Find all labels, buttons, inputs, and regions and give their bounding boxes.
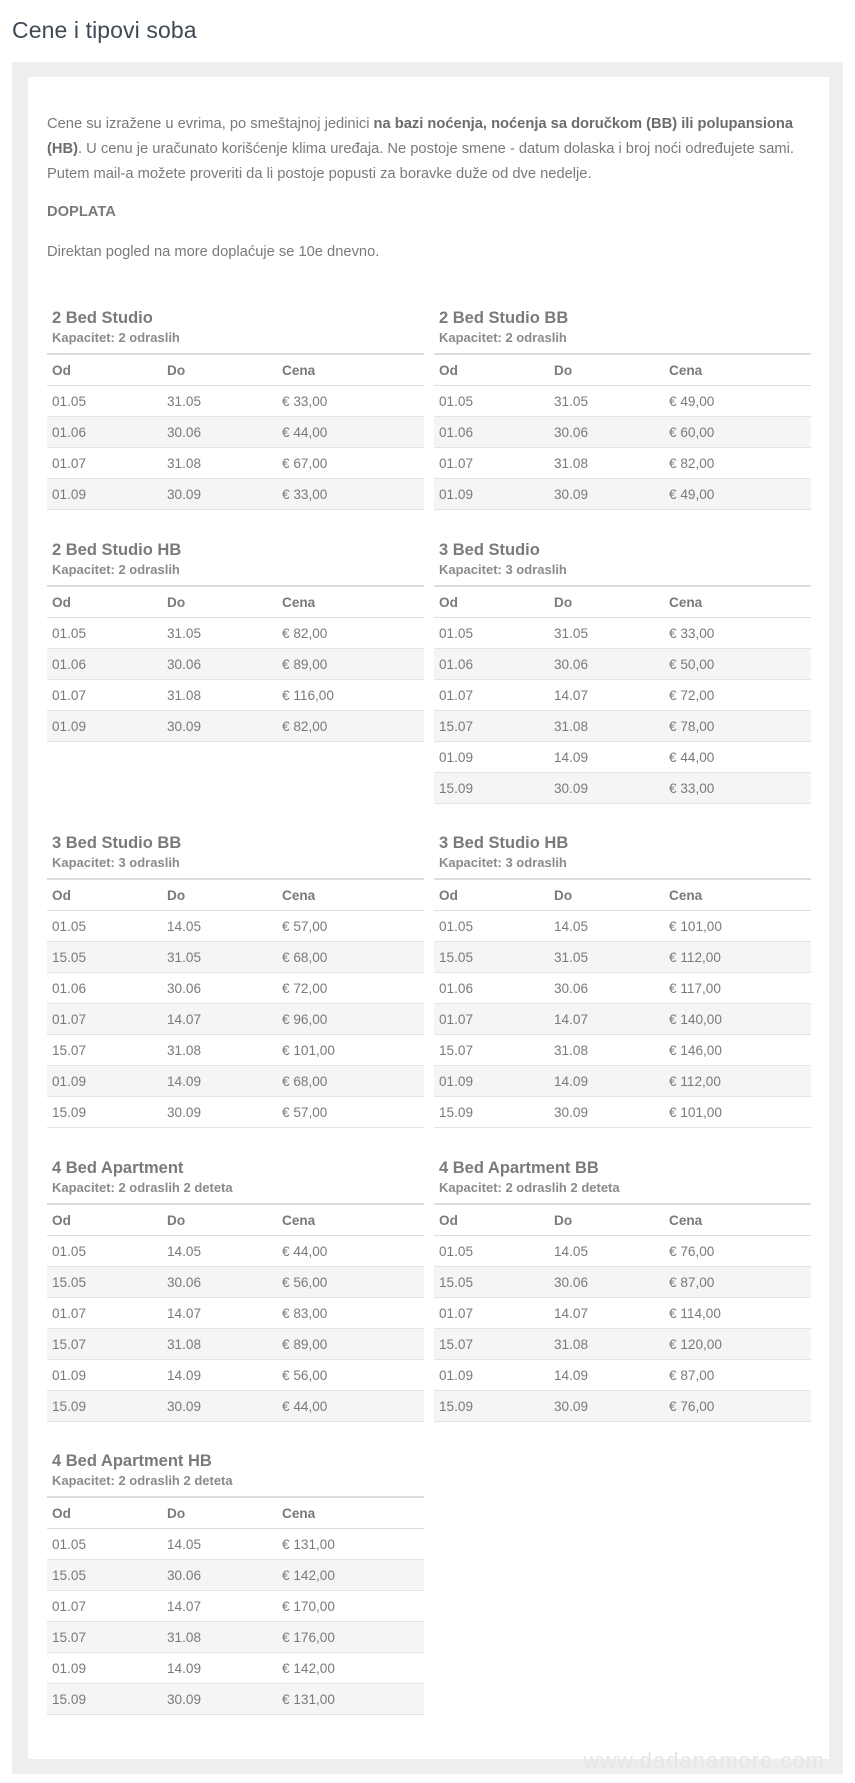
room-block [47,1450,424,1715]
room-block [434,832,811,1128]
table-row [434,1035,811,1066]
room-capacity: Kapacitet: 2 odraslih [52,562,180,577]
price-cell: € 120,00 [664,1329,811,1360]
date-cell: 30.06 [162,417,277,448]
price-cell: € 33,00 [664,618,811,649]
table-row [47,1329,424,1360]
price-cell: € 170,00 [277,1591,424,1622]
room-block [47,539,424,742]
date-cell: 01.07 [47,448,162,479]
price-table [47,585,424,742]
date-cell: 15.07 [47,1035,162,1066]
date-cell: 01.05 [47,386,162,417]
table-row [47,1591,424,1622]
table-row [434,773,811,804]
date-cell: 14.05 [162,1529,277,1560]
table-row [434,1391,811,1422]
price-cell: € 112,00 [664,942,811,973]
price-cell: € 142,00 [277,1653,424,1684]
table-row [434,1236,811,1267]
room-capacity: Kapacitet: 2 odraslih [52,330,180,345]
room-capacity: Kapacitet: 2 odraslih [439,330,567,345]
price-cell: € 44,00 [277,1236,424,1267]
date-cell: 01.05 [434,618,549,649]
table-header-row [47,586,424,618]
table-row [47,1622,424,1653]
intro-text-end: . U cenu je uračunato korišćenje klima uređaja. Ne postoje smene - datum dolaska i broj noći određujete sami. Putem mail-a možete proveriti da li postoje popusti za boravke duže od dve nedelje. [47,141,794,182]
column-header: Cena [277,879,424,911]
date-cell: 31.05 [549,618,664,649]
room-title: 2 Bed Studio BB [439,309,569,327]
column-header: Do [162,354,277,386]
date-cell: 30.09 [549,1097,664,1128]
table-row [47,1653,424,1684]
price-cell: € 44,00 [277,417,424,448]
table-row [47,1066,424,1097]
price-cell: € 33,00 [277,479,424,510]
date-cell: 01.09 [434,1066,549,1097]
date-cell: 31.08 [162,1035,277,1066]
table-row [434,1329,811,1360]
table-row [47,1236,424,1267]
price-cell: € 101,00 [664,911,811,942]
date-cell: 01.06 [47,973,162,1004]
date-cell: 15.07 [434,1035,549,1066]
column-header: Do [162,586,277,618]
price-cell: € 49,00 [664,386,811,417]
table-header-row [47,879,424,911]
date-cell: 01.05 [434,1236,549,1267]
date-cell: 01.07 [434,1004,549,1035]
table-header-row [47,354,424,386]
room-title: 3 Bed Studio HB [439,834,569,852]
table-row [47,973,424,1004]
column-header: Do [549,1204,664,1236]
table-row [47,1298,424,1329]
date-cell: 31.05 [549,386,664,417]
date-cell: 30.09 [549,479,664,510]
price-cell: € 76,00 [664,1391,811,1422]
date-cell: 01.09 [434,742,549,773]
date-cell: 30.06 [162,1560,277,1591]
room-capacity: Kapacitet: 3 odraslih [439,562,567,577]
table-row [47,386,424,417]
price-cell: € 89,00 [277,1329,424,1360]
date-cell: 14.07 [549,1298,664,1329]
column-header: Cena [277,1204,424,1236]
date-cell: 14.05 [549,1236,664,1267]
table-row [434,618,811,649]
column-header: Od [47,586,162,618]
date-cell: 01.07 [434,680,549,711]
date-cell: 01.07 [47,1004,162,1035]
price-table [47,878,424,1128]
room-title: 2 Bed Studio [52,309,153,327]
price-cell: € 44,00 [664,742,811,773]
room-title: 4 Bed Apartment HB [52,1452,212,1470]
table-header-row [47,1204,424,1236]
date-cell: 14.09 [549,1360,664,1391]
table-row [47,1391,424,1422]
table-row [434,1066,811,1097]
table-header-row [434,354,811,386]
column-header: Od [434,879,549,911]
date-cell: 01.09 [47,1360,162,1391]
table-row [47,618,424,649]
room-block [47,307,424,510]
price-cell: € 72,00 [664,680,811,711]
table-header-row [434,1204,811,1236]
table-row [47,1529,424,1560]
price-table [434,353,811,510]
column-header: Cena [277,586,424,618]
price-cell: € 49,00 [664,479,811,510]
date-cell: 01.09 [434,1360,549,1391]
price-table [434,1203,811,1422]
room-title: 3 Bed Studio BB [52,834,182,852]
page-title: Cene i tipovi soba [12,17,197,43]
table-row [47,1684,424,1715]
price-cell: € 117,00 [664,973,811,1004]
price-cell: € 82,00 [277,711,424,742]
date-cell: 14.09 [162,1066,277,1097]
date-cell: 01.09 [434,479,549,510]
table-row [47,448,424,479]
table-row [47,680,424,711]
date-cell: 14.09 [162,1653,277,1684]
date-cell: 15.05 [47,1560,162,1591]
date-cell: 01.09 [47,1066,162,1097]
table-row [434,417,811,448]
date-cell: 31.08 [162,680,277,711]
doplata-heading: DOPLATA [47,204,116,220]
date-cell: 01.07 [47,1591,162,1622]
date-cell: 30.09 [549,1391,664,1422]
date-cell: 15.09 [434,773,549,804]
date-cell: 30.09 [162,1097,277,1128]
price-cell: € 82,00 [277,618,424,649]
price-cell: € 44,00 [277,1391,424,1422]
table-row [47,417,424,448]
price-cell: € 146,00 [664,1035,811,1066]
price-cell: € 57,00 [277,911,424,942]
date-cell: 14.05 [549,911,664,942]
table-row [434,1298,811,1329]
price-cell: € 87,00 [664,1267,811,1298]
date-cell: 01.07 [47,1298,162,1329]
date-cell: 30.06 [549,649,664,680]
date-cell: 30.06 [549,973,664,1004]
date-cell: 14.07 [162,1591,277,1622]
price-cell: € 176,00 [277,1622,424,1653]
intro-text-bold: na bazi noćenja, noćenja sa doručkom (BB) ili polupansiona (HB) [47,116,794,157]
date-cell: 01.05 [47,618,162,649]
column-header: Do [549,586,664,618]
price-cell: € 67,00 [277,448,424,479]
price-cell: € 114,00 [664,1298,811,1329]
price-cell: € 140,00 [664,1004,811,1035]
date-cell: 01.05 [434,386,549,417]
intro-paragraph [47,112,797,187]
table-row [47,1035,424,1066]
date-cell: 15.07 [47,1622,162,1653]
price-cell: € 116,00 [277,680,424,711]
date-cell: 30.09 [162,711,277,742]
date-cell: 30.09 [162,1391,277,1422]
date-cell: 01.05 [47,911,162,942]
price-cell: € 72,00 [277,973,424,1004]
table-row [47,1267,424,1298]
column-header: Cena [664,586,811,618]
column-header: Cena [277,1497,424,1529]
column-header: Od [434,1204,549,1236]
price-table [434,878,811,1128]
date-cell: 01.05 [47,1236,162,1267]
table-row [434,742,811,773]
column-header: Do [162,879,277,911]
table-header-row [47,1497,424,1529]
date-cell: 01.06 [47,417,162,448]
column-header: Od [434,354,549,386]
table-row [434,911,811,942]
column-header: Od [47,1497,162,1529]
room-title: 4 Bed Apartment BB [439,1159,599,1177]
date-cell: 14.09 [549,1066,664,1097]
date-cell: 01.07 [434,1298,549,1329]
date-cell: 30.09 [162,479,277,510]
date-cell: 14.05 [162,1236,277,1267]
price-cell: € 87,00 [664,1360,811,1391]
table-row [434,973,811,1004]
room-capacity: Kapacitet: 2 odraslih 2 deteta [439,1180,620,1195]
table-row [47,649,424,680]
price-cell: € 76,00 [664,1236,811,1267]
date-cell: 30.06 [549,1267,664,1298]
table-row [47,1097,424,1128]
table-header-row [434,586,811,618]
date-cell: 01.09 [47,1653,162,1684]
table-header-row [434,879,811,911]
table-row [434,680,811,711]
date-cell: 01.09 [47,711,162,742]
date-cell: 31.08 [162,448,277,479]
price-cell: € 68,00 [277,942,424,973]
date-cell: 14.05 [162,911,277,942]
watermark-text: www.dadanamore.com [583,1748,825,1773]
room-title: 3 Bed Studio [439,541,540,559]
table-row [434,711,811,742]
column-header: Od [47,1204,162,1236]
column-header: Od [47,879,162,911]
date-cell: 31.08 [549,711,664,742]
date-cell: 15.05 [47,1267,162,1298]
date-cell: 30.09 [549,773,664,804]
date-cell: 14.07 [549,680,664,711]
price-cell: € 131,00 [277,1529,424,1560]
table-row [434,386,811,417]
price-cell: € 101,00 [277,1035,424,1066]
doplata-text: Direktan pogled na more doplaćuje se 10e dnevno. [47,244,380,260]
price-table [47,1203,424,1422]
table-row [434,649,811,680]
table-row [47,911,424,942]
room-block [434,539,811,804]
price-cell: € 68,00 [277,1066,424,1097]
date-cell: 31.05 [162,618,277,649]
date-cell: 31.08 [549,448,664,479]
table-row [434,1097,811,1128]
date-cell: 01.05 [47,1529,162,1560]
room-capacity: Kapacitet: 3 odraslih [439,855,567,870]
column-header: Do [549,879,664,911]
price-table [47,353,424,510]
date-cell: 01.07 [434,448,549,479]
date-cell: 15.07 [434,711,549,742]
date-cell: 15.09 [434,1391,549,1422]
date-cell: 30.06 [162,973,277,1004]
room-capacity: Kapacitet: 2 odraslih 2 deteta [52,1473,233,1488]
date-cell: 01.09 [47,479,162,510]
column-header: Do [162,1497,277,1529]
room-block [47,832,424,1128]
room-block [434,1157,811,1422]
date-cell: 01.06 [434,973,549,1004]
price-cell: € 82,00 [664,448,811,479]
table-row [47,1004,424,1035]
price-cell: € 33,00 [664,773,811,804]
column-header: Cena [664,354,811,386]
date-cell: 01.06 [47,649,162,680]
date-cell: 15.05 [434,942,549,973]
date-cell: 14.09 [549,742,664,773]
column-header: Cena [664,1204,811,1236]
date-cell: 14.07 [162,1004,277,1035]
table-row [47,711,424,742]
price-cell: € 101,00 [664,1097,811,1128]
intro-text-start: Cene su izražene u evrima, po smeštajnoj jedinici [47,116,374,132]
table-row [434,1004,811,1035]
date-cell: 15.09 [434,1097,549,1128]
table-row [434,1267,811,1298]
price-cell: € 60,00 [664,417,811,448]
price-cell: € 56,00 [277,1267,424,1298]
price-table [434,585,811,804]
date-cell: 31.05 [162,386,277,417]
price-cell: € 89,00 [277,649,424,680]
date-cell: 30.06 [549,417,664,448]
room-title: 4 Bed Apartment [52,1159,184,1177]
date-cell: 14.07 [549,1004,664,1035]
date-cell: 31.05 [162,942,277,973]
column-header: Do [162,1204,277,1236]
date-cell: 31.08 [162,1622,277,1653]
date-cell: 01.05 [434,911,549,942]
table-row [434,1360,811,1391]
room-block [47,1157,424,1422]
date-cell: 15.09 [47,1391,162,1422]
price-cell: € 56,00 [277,1360,424,1391]
date-cell: 01.07 [47,680,162,711]
price-cell: € 78,00 [664,711,811,742]
price-cell: € 96,00 [277,1004,424,1035]
price-cell: € 50,00 [664,649,811,680]
table-row [434,942,811,973]
date-cell: 30.06 [162,649,277,680]
table-row [47,1560,424,1591]
date-cell: 31.08 [549,1329,664,1360]
date-cell: 15.07 [47,1329,162,1360]
column-header: Od [47,354,162,386]
date-cell: 31.08 [549,1035,664,1066]
price-cell: € 57,00 [277,1097,424,1128]
date-cell: 15.07 [434,1329,549,1360]
date-cell: 15.05 [434,1267,549,1298]
date-cell: 30.06 [162,1267,277,1298]
table-row [47,479,424,510]
date-cell: 14.07 [162,1298,277,1329]
price-cell: € 142,00 [277,1560,424,1591]
date-cell: 30.09 [162,1684,277,1715]
table-row [47,942,424,973]
column-header: Do [549,354,664,386]
table-row [434,448,811,479]
room-block [434,307,811,510]
table-row [47,1360,424,1391]
room-title: 2 Bed Studio HB [52,541,182,559]
date-cell: 15.09 [47,1684,162,1715]
date-cell: 15.05 [47,942,162,973]
date-cell: 01.06 [434,417,549,448]
date-cell: 01.06 [434,649,549,680]
column-header: Cena [664,879,811,911]
price-cell: € 131,00 [277,1684,424,1715]
column-header: Cena [277,354,424,386]
price-cell: € 112,00 [664,1066,811,1097]
room-capacity: Kapacitet: 2 odraslih 2 deteta [52,1180,233,1195]
date-cell: 15.09 [47,1097,162,1128]
table-row [434,479,811,510]
price-cell: € 33,00 [277,386,424,417]
price-table [47,1496,424,1715]
date-cell: 31.05 [549,942,664,973]
date-cell: 31.08 [162,1329,277,1360]
column-header: Od [434,586,549,618]
date-cell: 14.09 [162,1360,277,1391]
room-capacity: Kapacitet: 3 odraslih [52,855,180,870]
price-cell: € 83,00 [277,1298,424,1329]
